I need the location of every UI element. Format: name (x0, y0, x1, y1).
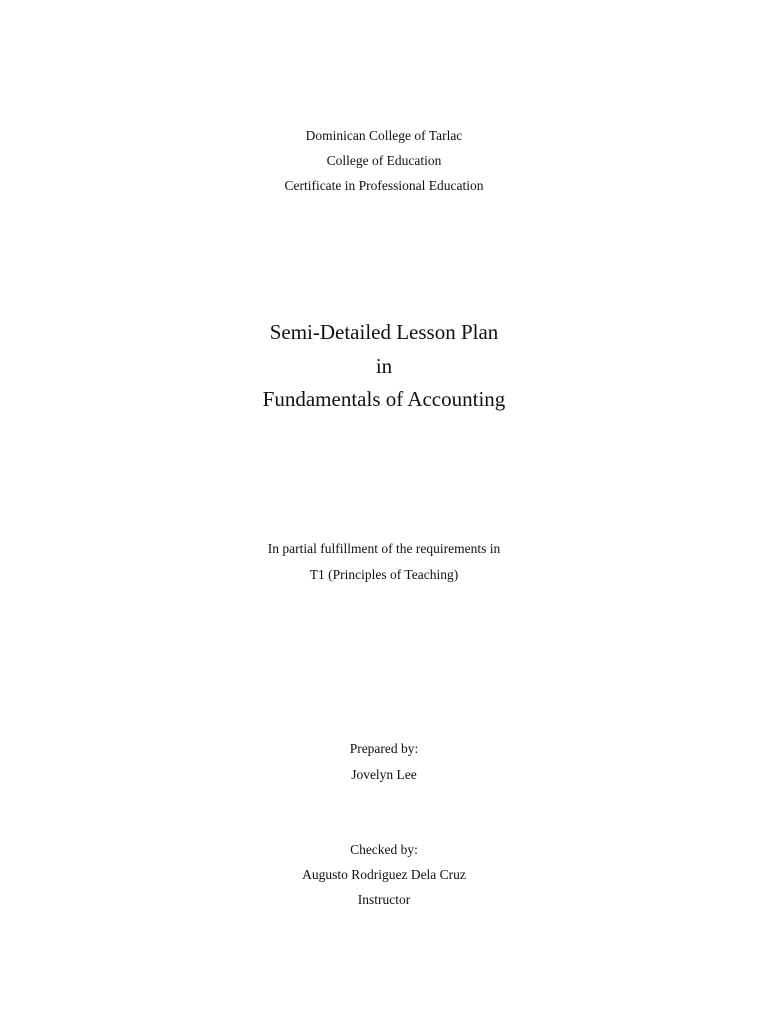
checker-role: Instructor (357, 892, 411, 907)
checked-by-label: Checked by: (350, 842, 418, 857)
prepared-by-label: Prepared by: (349, 741, 419, 756)
title-line-1: Semi-Detailed Lesson Plan (269, 320, 499, 344)
program-name: Certificate in Professional Education (284, 178, 484, 193)
preparer-name: Jovelyn Lee (351, 767, 417, 782)
title-line-2: in (375, 354, 393, 378)
college-name: College of Education (326, 153, 442, 168)
course-name: T1 (Principles of Teaching) (309, 567, 459, 582)
checker-name: Augusto Rodriguez Dela Cruz (302, 867, 466, 882)
title-line-3: Fundamentals of Accounting (262, 387, 506, 411)
fulfillment-statement: In partial fulfillment of the requirements in (267, 541, 501, 556)
school-name: Dominican College of Tarlac (305, 128, 463, 143)
